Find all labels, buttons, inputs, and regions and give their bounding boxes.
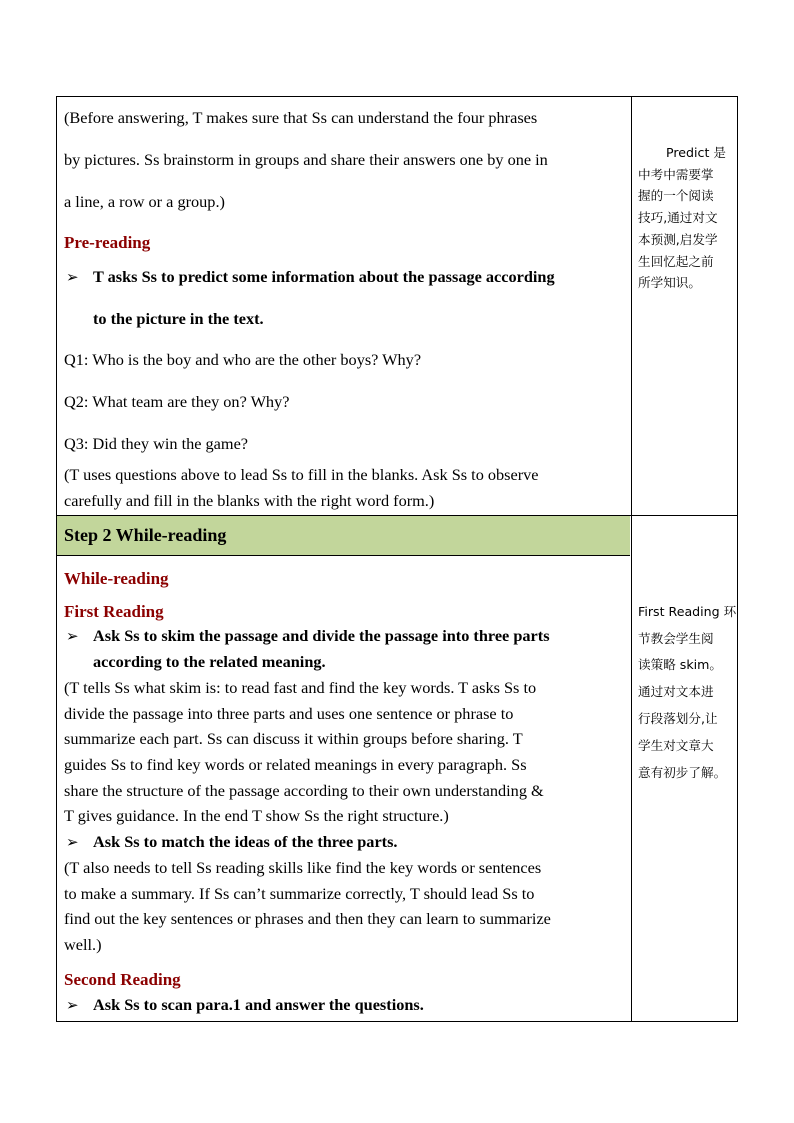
second-reading-heading: Second Reading [64,970,181,989]
match-detail-line: to make a summary. If Ss can’t summarize correctly, T should lead Ss to [64,884,535,903]
skim-task-line-2: according to the related meaning. [93,652,326,671]
bullet-arrow-icon: ➢ [66,833,79,851]
question-2: Q2: What team are they on? Why? [64,392,290,411]
side-note-1-line: 生回忆起之前 [638,254,714,269]
scan-task: Ask Ss to scan para.1 and answer the questions. [93,995,424,1014]
side-note-1-line: Predict 是 [666,145,726,160]
column-divider [631,97,632,1021]
side-note-1-line: 技巧,通过对文 [638,210,718,225]
while-reading-heading: While-reading [64,569,169,588]
skim-detail-line: summarize each part. Ss can discuss it within groups before sharing. T [64,729,523,748]
step-2-header [57,516,630,556]
lesson-table [56,96,738,1022]
match-detail-line: find out the key sentences or phrases and then they can learn to summarize [64,909,551,928]
pre-reading-heading: Pre-reading [64,233,151,252]
question-1: Q1: Who is the boy and who are the other boys? Why? [64,350,422,369]
note-line-2: carefully and fill in the blanks with the right word form.) [64,491,435,510]
match-detail-line: (T also needs to tell Ss reading skills like find the key words or sentences [64,858,542,877]
side-note-2-line: 读策略 skim。 [638,657,722,672]
side-note-2-line: 通过对文本进 [638,684,714,699]
skim-detail-line: share the structure of the passage according to their own understanding & [64,781,544,800]
question-3: Q3: Did they win the game? [64,434,249,453]
first-reading-heading: First Reading [64,602,164,621]
intro-line-3: a line, a row or a group.) [64,192,225,211]
skim-detail-line: guides Ss to find key words or related meanings in every paragraph. Ss [64,755,527,774]
step-2-title: Step 2 While-reading [64,525,227,545]
bullet-arrow-icon: ➢ [66,996,79,1014]
side-note-2-line: 意有初步了解。 [638,765,727,780]
side-note-2-line: First Reading 环 [638,604,737,619]
side-note-1-line: 本预测,启发学 [638,232,718,247]
match-task: Ask Ss to match the ideas of the three parts. [93,832,398,851]
side-note-2-line: 行段落划分,让 [638,711,718,726]
side-note-1-line: 所学知识。 [638,275,701,290]
skim-task-line-1: Ask Ss to skim the passage and divide the passage into three parts [93,626,550,645]
intro-line-1: (Before answering, T makes sure that Ss can understand the four phrases [64,108,538,127]
side-note-1-line: 中考中需要掌 [638,167,714,182]
note-line-1: (T uses questions above to lead Ss to fill in the blanks. Ask Ss to observe [64,465,539,484]
side-note-1-line: 握的一个阅读 [638,188,714,203]
skim-detail-line: (T tells Ss what skim is: to read fast and find the key words. T asks Ss to [64,678,537,697]
skim-detail-line: divide the passage into three parts and uses one sentence or phrase to [64,704,514,723]
side-note-2-line: 学生对文章大 [638,738,714,753]
match-detail-line: well.) [64,935,102,954]
predict-task-line-2: to the picture in the text. [93,309,264,328]
bullet-arrow-icon: ➢ [66,268,79,286]
intro-line-2: by pictures. Ss brainstorm in groups and share their answers one by one in [64,150,548,169]
bullet-arrow-icon: ➢ [66,627,79,645]
side-note-2-line: 节教会学生阅 [638,631,714,646]
skim-detail-line: T gives guidance. In the end T show Ss the right structure.) [64,806,449,825]
predict-task-line-1: T asks Ss to predict some information about the passage according [93,267,555,286]
